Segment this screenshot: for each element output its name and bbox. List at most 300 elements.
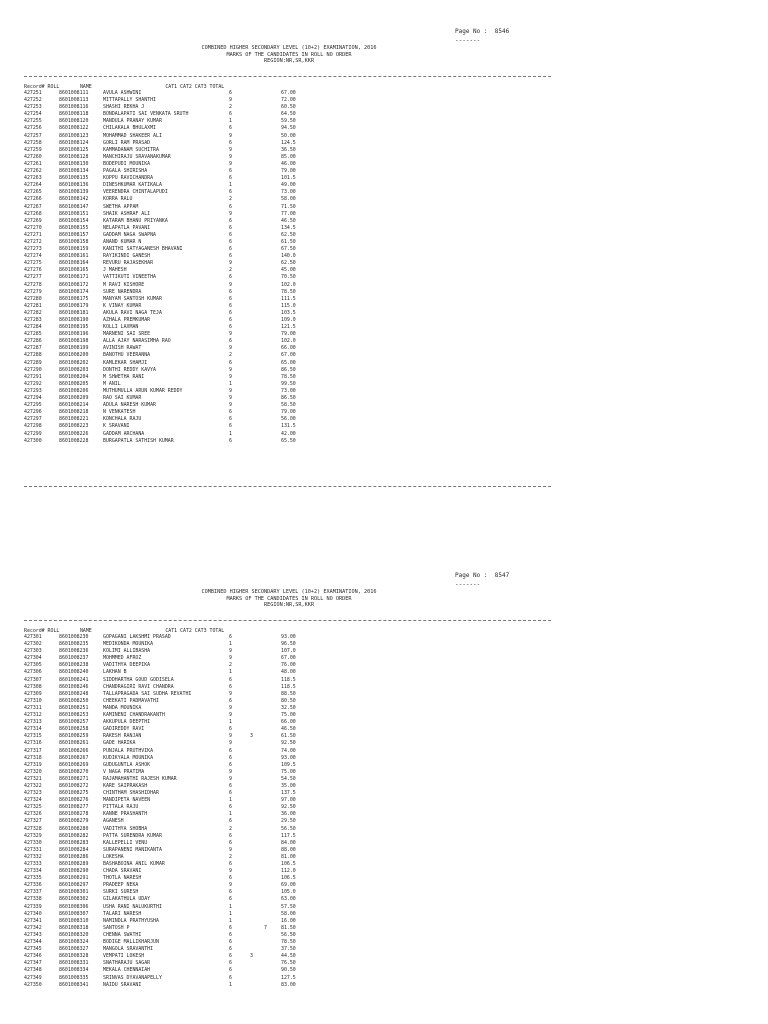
cat3-cell	[264, 246, 281, 253]
cat1-cell: 9	[229, 690, 232, 697]
total-cell: 99.50	[281, 380, 296, 387]
cat1-cell: 6	[229, 790, 232, 797]
roll-cell: 8601008136	[59, 182, 89, 189]
name-cell: DINESHKUMAR KATIKALA	[103, 182, 162, 189]
cat1-cell: 6	[229, 960, 232, 967]
roll-cell: 8601008124	[59, 139, 89, 146]
cat3-cell	[264, 317, 281, 324]
record-cell: 427348	[24, 967, 42, 974]
table-row	[24, 797, 311, 804]
roll-cell: 8601008291	[59, 875, 89, 882]
record-cell: 427307	[24, 676, 42, 683]
cat1-cell: 6	[229, 288, 232, 295]
name-cell: KANITHI SATYAGANESH BHAVANI	[103, 246, 183, 253]
name-cell: SURKI SURESH	[103, 889, 139, 896]
cat3-cell	[264, 289, 281, 296]
table-row	[24, 826, 311, 833]
cat2-cell	[250, 918, 264, 925]
total-cell: 46.00	[281, 160, 296, 167]
total-cell: 134.5	[281, 224, 296, 231]
record-cell: 427350	[24, 981, 42, 988]
name-cell: KANNE PRASHANTH	[103, 811, 148, 818]
record-cell: 427283	[24, 317, 42, 323]
cat1-cell: 1	[229, 719, 232, 726]
table-row	[24, 352, 311, 359]
record-cell: 427296	[24, 409, 42, 416]
table-row	[24, 438, 311, 445]
cat3-cell	[264, 260, 281, 267]
roll-cell: 8601008164	[59, 260, 89, 267]
name-cell: BODIGE MALLIKHARJUN	[103, 939, 159, 946]
cat2-cell	[250, 776, 264, 783]
total-cell: 60.50	[281, 104, 296, 111]
roll-cell: 8601008334	[59, 967, 89, 974]
record-cell: 427314	[24, 726, 42, 733]
region-line: REGION:NR,SR,KKR	[264, 602, 314, 608]
table-row	[24, 345, 311, 352]
table-row	[24, 133, 311, 140]
total-cell: 75.00	[281, 712, 296, 719]
cat3-cell	[264, 975, 281, 982]
total-cell: 105.0	[281, 889, 296, 896]
cat3-cell	[264, 352, 281, 359]
table-row	[24, 296, 311, 303]
name-cell: KAMMADANAM SUCHITRA	[103, 146, 159, 153]
name-cell: SANTOSH P	[103, 924, 130, 931]
name-cell: THOTLA NARESH	[103, 875, 142, 882]
table-row	[24, 861, 311, 868]
roll-cell: 8601008327	[59, 946, 89, 953]
roll-cell: 8601008246	[59, 683, 89, 690]
table-row	[24, 111, 311, 118]
record-cell: 427320	[24, 768, 42, 775]
cat2-cell	[250, 232, 264, 239]
table-row	[24, 211, 311, 218]
roll-cell: 8601008139	[59, 189, 89, 196]
record-cell: 427336	[24, 882, 42, 889]
total-cell: 86.50	[281, 366, 296, 373]
cat3-cell	[264, 267, 281, 274]
record-cell: 427341	[24, 917, 42, 924]
cat2-cell	[250, 684, 264, 691]
table-row	[24, 267, 311, 274]
name-cell: BONDALAPATI SAI VENKATA SRUTH	[103, 111, 189, 118]
roll-cell: 8601008230	[59, 634, 89, 640]
cat3-cell	[264, 677, 281, 684]
cat1-cell: 6	[229, 409, 232, 416]
cat1-cell: 1	[229, 981, 232, 988]
name-cell: GADIREDDY RAVI	[103, 726, 145, 733]
roll-cell: 8601008236	[59, 648, 89, 655]
table-row	[24, 740, 311, 747]
cat2-cell	[250, 211, 264, 218]
record-cell: 427302	[24, 641, 42, 648]
cat1-cell: 6	[229, 246, 232, 253]
total-cell: 56.50	[281, 931, 296, 938]
roll-cell: 8601008206	[59, 387, 89, 394]
table-row	[24, 274, 311, 281]
cat2-cell	[250, 324, 264, 331]
record-cell: 427344	[24, 939, 42, 946]
record-cell: 427268	[24, 210, 42, 217]
record-cell: 427337	[24, 889, 42, 896]
total-cell: 106.5	[281, 861, 296, 867]
name-cell: LOKESHA	[103, 853, 124, 860]
name-cell: AVULA ASHWINI	[103, 90, 142, 96]
cat3-cell	[264, 755, 281, 762]
total-cell: 42.00	[281, 430, 296, 437]
cat2-cell	[250, 868, 264, 875]
cat1-cell: 9	[229, 146, 232, 153]
record-cell: 427264	[24, 182, 42, 189]
cat3-cell	[264, 811, 281, 818]
name-cell: MEKALA CHENNAIAH	[103, 967, 151, 974]
cat1-cell: 9	[229, 97, 232, 104]
roll-cell: 8601008218	[59, 409, 89, 416]
cat1-cell: 6	[229, 818, 232, 825]
cat3-cell	[264, 960, 281, 967]
name-cell: GORLI RAM PRASAD	[103, 139, 151, 146]
roll-cell: 8601008279	[59, 818, 89, 825]
cat1-cell: 1	[229, 797, 232, 804]
record-cell: 427276	[24, 267, 42, 274]
record-cell: 427275	[24, 260, 42, 267]
record-cell: 427300	[24, 437, 42, 444]
roll-cell: 8601008190	[59, 317, 89, 323]
cat3-cell	[264, 204, 281, 211]
roll-cell: 8601008116	[59, 104, 89, 111]
total-cell: 81.00	[281, 853, 296, 860]
record-cell: 427313	[24, 719, 42, 726]
cat3-cell	[264, 147, 281, 154]
report-subtitle: MARKS OF THE CANDIDATES IN ROLL NO ORDER	[226, 51, 352, 58]
cat1-cell: 9	[229, 160, 232, 167]
cat1-cell: 6	[229, 238, 232, 245]
record-cell: 427338	[24, 896, 42, 903]
total-cell: 73.00	[281, 387, 296, 394]
roll-cell: 8601008253	[59, 712, 89, 719]
roll-cell: 8601008259	[59, 733, 89, 740]
record-cell: 427324	[24, 797, 42, 804]
total-cell: 45.00	[281, 267, 296, 274]
roll-cell: 8601008240	[59, 669, 89, 676]
table-row	[24, 140, 311, 147]
record-cell: 427291	[24, 373, 42, 380]
record-cell: 427274	[24, 253, 42, 260]
record-cell: 427345	[24, 946, 42, 953]
record-cell: 427273	[24, 246, 42, 253]
table-row	[24, 423, 311, 430]
cat2-cell	[250, 352, 264, 359]
roll-cell: 8601008282	[59, 832, 89, 839]
roll-cell: 8601008157	[59, 231, 89, 238]
total-cell: 93.00	[281, 754, 296, 761]
name-cell: NAMINDLA PRATHYUSHA	[103, 917, 159, 924]
name-cell: MANDA MOUNIKA	[103, 704, 142, 711]
name-cell: PRADEEP NEKA	[103, 882, 139, 889]
cat1-cell: 6	[229, 309, 232, 316]
roll-cell: 8601008134	[59, 168, 89, 175]
column-header: Record# ROLL NAME CAT1 CAT2 CAT3 TOTAL	[24, 84, 225, 90]
cat2-cell	[250, 925, 264, 932]
cat3-cell	[264, 655, 281, 662]
name-cell: TALARI NARESH	[103, 910, 142, 917]
cat2-cell	[250, 182, 264, 189]
record-cell: 427329	[24, 832, 42, 839]
roll-cell: 8601008238	[59, 662, 89, 669]
name-cell: MOHMMED AFROZ	[103, 655, 142, 662]
name-cell: KATARAM BHANU PRIYANKA	[103, 217, 168, 224]
name-cell: MANYAM SANTOSH KUMAR	[103, 295, 162, 302]
cat1-cell: 6	[229, 754, 232, 761]
name-cell: M ANIL	[103, 380, 121, 387]
roll-cell: 8601008175	[59, 295, 89, 302]
record-cell: 427269	[24, 217, 42, 224]
record-cell: 427325	[24, 804, 42, 811]
table-row	[24, 189, 311, 196]
cat2-cell	[250, 111, 264, 118]
record-cell: 427266	[24, 196, 42, 203]
name-cell: M RAVI KISHORE	[103, 281, 145, 288]
cat2-cell	[250, 783, 264, 790]
table-row	[24, 733, 311, 740]
total-cell: 81.50	[281, 924, 296, 931]
roll-cell: 8601008276	[59, 797, 89, 804]
roll-cell: 8601008179	[59, 302, 89, 309]
total-cell: 49.00	[281, 182, 296, 189]
roll-cell: 8601008172	[59, 281, 89, 288]
table-row	[24, 847, 311, 854]
name-cell: NELAPATLA PAVANI	[103, 224, 151, 231]
table-row	[24, 698, 311, 705]
total-cell: 88.00	[281, 846, 296, 853]
cat2-cell	[250, 896, 264, 903]
roll-cell: 8601008155	[59, 224, 89, 231]
cat2-cell	[250, 847, 264, 854]
record-cell: 427303	[24, 648, 42, 655]
name-cell: AGANESH	[103, 818, 124, 825]
record-cell: 427334	[24, 868, 42, 875]
total-cell: 66.00	[281, 719, 296, 726]
name-cell: CHINTHAM SHASHIDHAR	[103, 790, 159, 797]
total-cell: 80.50	[281, 697, 296, 704]
cat3-cell	[264, 889, 281, 896]
cat1-cell: 9	[229, 260, 232, 267]
cat2-cell	[250, 338, 264, 345]
cat3-cell	[264, 833, 281, 840]
cat2-cell	[250, 691, 264, 698]
total-cell: 66.00	[281, 345, 296, 352]
name-cell: MANGOLA SRAVANTHI	[103, 946, 154, 953]
name-cell: PITTALA RAJU	[103, 804, 139, 811]
roll-cell: 8601008204	[59, 373, 89, 380]
cat2-cell	[250, 677, 264, 684]
roll-cell: 8601008147	[59, 203, 89, 210]
table-row	[24, 868, 311, 875]
total-cell: 62.50	[281, 231, 296, 238]
cat1-cell: 6	[229, 139, 232, 146]
cat2-cell	[250, 755, 264, 762]
roll-cell: 8601008290	[59, 868, 89, 875]
roll-cell: 8601008199	[59, 345, 89, 352]
table-row	[24, 840, 311, 847]
cat2-cell	[250, 804, 264, 811]
cat2-cell	[250, 811, 264, 818]
name-cell: BODEPUDI MOUNIKA	[103, 160, 151, 167]
cat1-cell: 9	[229, 882, 232, 889]
cat2-cell	[250, 438, 264, 445]
roll-cell: 8601008283	[59, 839, 89, 846]
cat2-cell	[250, 833, 264, 840]
cat3-cell	[264, 324, 281, 331]
total-cell: 59.50	[281, 118, 296, 125]
name-cell: AZHALA PREMKUMAR	[103, 317, 151, 323]
roll-cell: 8601008198	[59, 338, 89, 345]
table-row	[24, 104, 311, 111]
report-subtitle: MARKS OF THE CANDIDATES IN ROLL NO ORDER	[226, 595, 352, 602]
name-cell: K VINAY KUMAR	[103, 302, 142, 309]
table-row	[24, 161, 311, 168]
name-cell: MANCHIRAJU SRAVANAKUMAR	[103, 153, 171, 160]
cat2-cell	[250, 840, 264, 847]
record-cell: 427332	[24, 853, 42, 860]
cat2-cell	[250, 648, 264, 655]
total-cell: 46.50	[281, 726, 296, 733]
total-cell: 67.00	[281, 90, 296, 96]
cat3-cell	[264, 395, 281, 402]
cat2-cell	[250, 253, 264, 260]
cat1-cell: 1	[229, 811, 232, 818]
cat1-cell: 2	[229, 853, 232, 860]
total-cell: 58.50	[281, 402, 296, 409]
name-cell: CHEEKATI PADMAVATHI	[103, 697, 159, 704]
roll-cell: 8601008235	[59, 641, 89, 648]
table-row	[24, 896, 311, 903]
name-cell: BASHABOINA ANIL KUMAR	[103, 861, 165, 867]
roll-cell: 8601008257	[59, 719, 89, 726]
record-cell: 427261	[24, 160, 42, 167]
record-cell: 427290	[24, 366, 42, 373]
name-cell: GUDUGUNTLA ASHOK	[103, 761, 151, 768]
cat1-cell: 9	[229, 395, 232, 402]
name-cell: BANOTHU VEERANNA	[103, 352, 151, 359]
record-cell: 427278	[24, 281, 42, 288]
cat2-cell	[250, 374, 264, 381]
record-cell: 427257	[24, 132, 42, 139]
cat2-cell	[250, 310, 264, 317]
cat1-cell: 6	[229, 111, 232, 118]
cat1-cell: 6	[229, 203, 232, 210]
record-cell: 427319	[24, 761, 42, 768]
cat1-cell: 9	[229, 387, 232, 394]
name-cell: TALLAPRAGADA SAI SUDHA REVATHI	[103, 690, 192, 697]
record-cell: 427285	[24, 331, 42, 338]
table-row	[24, 982, 311, 989]
cat1-cell: 6	[229, 832, 232, 839]
roll-cell: 8601008203	[59, 366, 89, 373]
roll-cell: 8601008196	[59, 331, 89, 338]
roll-cell: 8601008202	[59, 359, 89, 366]
table-row	[24, 282, 311, 289]
name-cell: CHANDRAGIRI RAVI CHANDRA	[103, 683, 174, 690]
name-cell: RAO SAI KUMAR	[103, 395, 142, 402]
cat3-cell	[264, 847, 281, 854]
total-cell: 93.00	[281, 634, 296, 640]
total-cell: 61.50	[281, 733, 296, 740]
roll-cell: 8601008270	[59, 768, 89, 775]
total-cell: 124.5	[281, 139, 296, 146]
record-cell: 427304	[24, 655, 42, 662]
table-row	[24, 691, 311, 698]
cat2-cell	[250, 967, 264, 974]
table-row	[24, 260, 311, 267]
cat3-cell	[264, 111, 281, 118]
cat2-cell	[250, 960, 264, 967]
roll-cell: 8601008123	[59, 132, 89, 139]
total-cell: 106.5	[281, 875, 296, 882]
name-cell: REVURU RAJASEKHAR	[103, 260, 154, 267]
name-cell: SURE NARENDRA	[103, 288, 142, 295]
page-number-underline: -------	[455, 37, 481, 44]
cat1-cell: 6	[229, 931, 232, 938]
cat3-cell	[264, 218, 281, 225]
record-cell: 427254	[24, 111, 42, 118]
cat2-cell	[250, 409, 264, 416]
record-cell: 427306	[24, 669, 42, 676]
cat3-cell	[264, 918, 281, 925]
cat1-cell: 6	[229, 274, 232, 281]
cat3-cell	[264, 705, 281, 712]
cat2-cell	[250, 939, 264, 946]
roll-cell: 8601008221	[59, 416, 89, 423]
cat3-cell	[264, 804, 281, 811]
record-cell: 427262	[24, 168, 42, 175]
roll-cell: 8601008302	[59, 896, 89, 903]
cat1-cell: 2	[229, 104, 232, 111]
table-row	[24, 90, 311, 97]
cat2-cell	[250, 331, 264, 338]
cat2-cell	[250, 932, 264, 939]
roll-cell: 8601008251	[59, 704, 89, 711]
cat2-cell	[250, 946, 264, 953]
record-cell: 427260	[24, 153, 42, 160]
roll-cell: 8601008118	[59, 111, 89, 118]
table-row	[24, 317, 311, 324]
roll-cell: 8601008318	[59, 924, 89, 931]
name-cell: SIDDHARTHA GOUD GODISELA	[103, 676, 174, 683]
cat2-cell	[250, 168, 264, 175]
table-row	[24, 804, 311, 811]
cat1-cell: 6	[229, 437, 232, 444]
cat3-cell	[264, 932, 281, 939]
total-cell: 121.5	[281, 324, 296, 331]
name-cell: GADDAM ARCHANA	[103, 430, 145, 437]
cat1-cell: 6	[229, 634, 232, 640]
cat3-cell	[264, 882, 281, 889]
marks-table	[24, 634, 311, 989]
roll-cell: 8601008286	[59, 853, 89, 860]
cat3-cell	[264, 712, 281, 719]
cat2-cell	[250, 104, 264, 111]
cat3-cell	[264, 790, 281, 797]
roll-cell: 8601008226	[59, 430, 89, 437]
cat3-cell	[264, 684, 281, 691]
cat2-cell	[250, 360, 264, 367]
total-cell: 78.50	[281, 373, 296, 380]
cat2-cell	[250, 289, 264, 296]
total-cell: 118.5	[281, 676, 296, 683]
cat3-cell	[264, 669, 281, 676]
